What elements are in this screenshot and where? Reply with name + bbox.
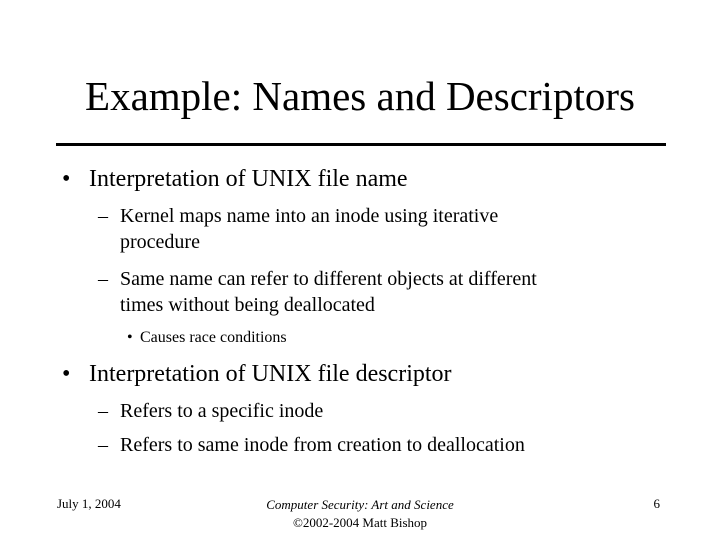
- slide-title: Example: Names and Descriptors: [85, 73, 635, 119]
- footer-date: July 1, 2004: [57, 496, 121, 511]
- dash-marker: –: [98, 434, 108, 456]
- bullet-marker: •: [127, 329, 133, 346]
- dash-marker: –: [98, 400, 108, 422]
- dash-marker: –: [98, 205, 108, 227]
- footer-copyright: ©2002-2004 Matt Bishop: [292, 515, 428, 530]
- title-divider: [56, 143, 666, 146]
- sub-bullet-text-line2: procedure: [120, 231, 200, 253]
- bullet-text: Interpretation of UNIX file descriptor: [89, 361, 452, 387]
- footer-center: [220, 496, 500, 532]
- sub-bullet-text: Refers to a specific inode: [120, 400, 324, 422]
- page-number: 6: [653, 496, 660, 511]
- sub-bullet-text-line2: times without being deallocated: [120, 294, 375, 316]
- dash-marker: –: [98, 268, 108, 290]
- bullet-text: Interpretation of UNIX file name: [89, 166, 408, 192]
- sub-bullet-text-line1: Kernel maps name into an inode using iterative: [120, 205, 499, 227]
- sub-bullet-text-line1: Same name can refer to different objects at different: [120, 268, 537, 290]
- sub-bullet-text: Refers to same inode from creation to deallocation: [120, 434, 525, 456]
- bullet-marker: •: [62, 166, 71, 192]
- footer-course: Computer Security: Art and Science: [266, 497, 454, 512]
- bullet-marker: •: [62, 361, 71, 387]
- sub-sub-bullet-text: Causes race conditions: [140, 329, 287, 346]
